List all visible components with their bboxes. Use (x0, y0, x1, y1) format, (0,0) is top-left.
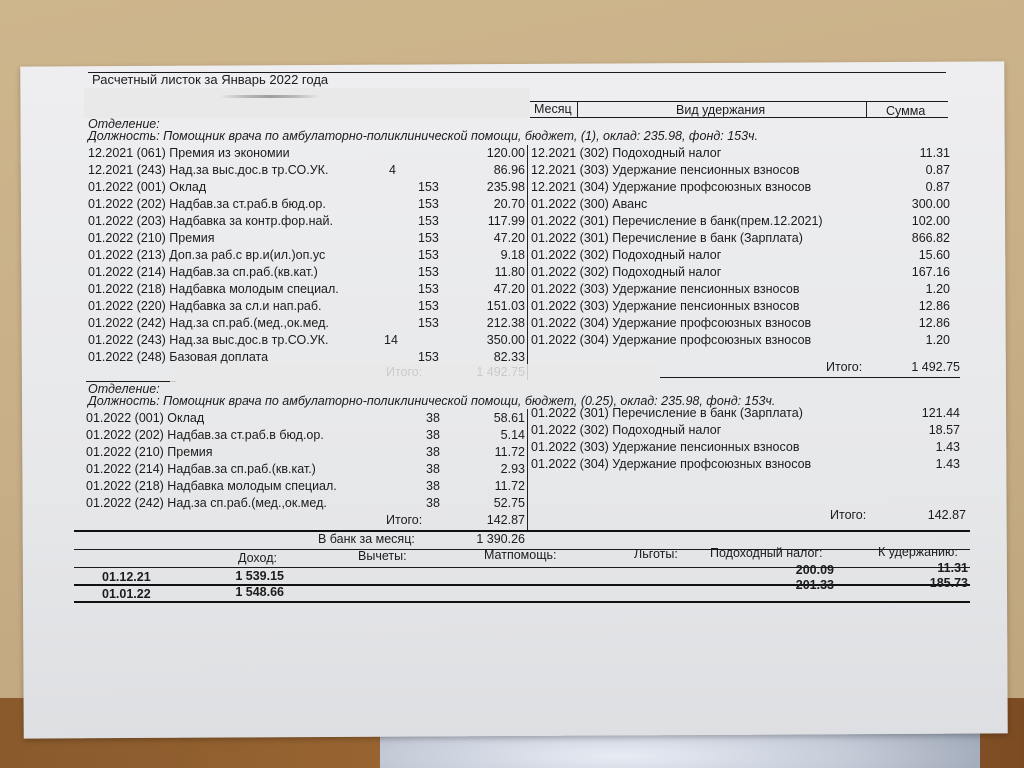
accrual-sum: 235.98 (486, 180, 525, 194)
deduction-sum: 300.00 (911, 197, 950, 211)
redacted-department (170, 364, 660, 392)
accrual-row: 01.2022 (248) Базовая доплата (88, 350, 269, 364)
deduction-sum: 866.82 (911, 231, 950, 245)
redacted-name-strip (84, 88, 530, 118)
accrual-row: 01.2022 (220) Надбавка за сл.и нап.раб. (88, 299, 322, 313)
accrual-hours: 153 (418, 282, 439, 296)
deduction-row: 01.2022 (303) Удержание пенсионных взносов (531, 299, 800, 313)
deduction-sum: 1.43 (935, 440, 960, 454)
header-deduction-type: Вид удержания (676, 103, 766, 117)
summary-tax: 200.09 (795, 563, 834, 577)
accruals-total-2: 142.87 (486, 513, 525, 527)
accrual-row: 01.2022 (243) Над.за выс.дос.в тр.СО.УК. (88, 333, 329, 347)
deduction-sum: 1.20 (925, 333, 950, 347)
accrual-row: 01.2022 (214) Надбав.за сп.раб.(кв.кат.) (88, 265, 318, 279)
accruals-total-label-2: Итого: (386, 513, 423, 527)
position-line-2: Должность: Помощник врача по амбулаторно-поликлинической помощи, бюджет, (0.25), оклад: 235.98, фонд: 153ч. (88, 394, 776, 408)
deduction-row: 01.2022 (302) Подоходный налог (531, 423, 722, 437)
deduction-row: 01.2022 (302) Подоходный налог (531, 248, 722, 262)
accrual-hours: 38 (426, 496, 440, 510)
deduction-row: 01.2022 (300) Аванс (531, 197, 648, 211)
deduction-row: 01.2022 (301) Перечисление в банк(прем.12.2021) (531, 214, 823, 228)
accrual-hours: 38 (426, 428, 440, 442)
deduction-row: 01.2022 (304) Удержание профсоюзных взносов (531, 457, 812, 471)
accrual-row: 01.2022 (218) Надбавка молодым специал. (86, 479, 337, 493)
department-label-2: Отделение: (88, 382, 160, 396)
accrual-sum: 11.72 (494, 445, 525, 459)
deductions-total-label: Итого: (826, 360, 863, 374)
header-divider (577, 101, 578, 117)
deduction-sum: 0.87 (925, 180, 950, 194)
deduction-sum: 11.31 (919, 146, 950, 160)
accrual-row: 01.2022 (203) Надбавка за контр.фор.най. (88, 214, 333, 228)
accrual-sum: 117.99 (487, 214, 525, 228)
department-label: Отделение: (88, 117, 160, 131)
accrual-row: 12.2021 (243) Над.за выс.дос.в тр.СО.УК. (88, 163, 329, 177)
bank-month-total: 1 390.26 (476, 532, 525, 546)
accrual-hours: 38 (426, 445, 440, 459)
deductions-total: 1 492.75 (911, 360, 960, 374)
deduction-row: 12.2021 (303) Удержание пенсионных взносов (531, 163, 800, 177)
deduction-sum: 1.43 (935, 457, 960, 471)
accrual-hours: 153 (418, 248, 439, 262)
header-tax: Подоходный налог: (710, 546, 823, 560)
accrual-sum: 11.72 (494, 479, 525, 493)
header-sum: Сумма (886, 104, 926, 118)
header-benefits: Льготы: (634, 547, 678, 561)
deduction-sum: 12.86 (918, 316, 950, 330)
summary-income: 1 548.66 (235, 585, 284, 599)
payslip-title: Расчетный листок за Январь 2022 года (92, 72, 329, 87)
deduction-sum: 1.20 (925, 282, 950, 296)
deduction-sum: 12.86 (918, 299, 950, 313)
accrual-days: 14 (384, 333, 398, 347)
section1-rule (660, 377, 960, 378)
summary-withhold: 185.73 (929, 576, 968, 590)
accrual-row: 01.2022 (214) Надбав.за сп.раб.(кв.кат.) (86, 462, 316, 476)
deductions-total-label-2: Итого: (830, 508, 867, 522)
accrual-sum: 9.18 (500, 248, 525, 262)
accrual-sum: 212.38 (486, 316, 525, 330)
accrual-hours: 38 (426, 462, 440, 476)
accrual-sum: 47.20 (493, 282, 525, 296)
position-line: Должность: Помощник врача по амбулаторно-поликлинической помощи, бюджет, (1), оклад: 235.98, фонд: 153ч. (88, 129, 759, 143)
accrual-row: 01.2022 (202) Надбав.за ст.раб.в бюд.ор. (86, 428, 324, 442)
accrual-row: 01.2022 (213) Доп.за раб.с вр.и(ил.)оп.ус (88, 248, 326, 262)
accrual-sum: 82.33 (493, 350, 525, 364)
accrual-sum: 5.14 (500, 428, 525, 442)
header-top-rule (530, 101, 948, 102)
deduction-sum: 121.44 (921, 406, 960, 420)
accrual-sum: 350.00 (486, 333, 525, 347)
accrual-row: 01.2022 (210) Премия (88, 231, 215, 245)
column-divider-2 (527, 409, 528, 531)
accrual-hours: 153 (418, 197, 439, 211)
accrual-hours: 153 (418, 265, 439, 279)
deduction-row: 01.2022 (302) Подоходный налог (531, 265, 722, 279)
accrual-row: 01.2022 (242) Над.за сп.раб.(мед.,ок.мед. (88, 316, 329, 330)
deduction-row: 01.2022 (303) Удержание пенсионных взносов (531, 440, 800, 454)
accrual-sum: 86.96 (493, 163, 525, 177)
deduction-row: 01.2022 (303) Удержание пенсионных взносов (531, 282, 800, 296)
deduction-sum: 0.87 (925, 163, 950, 177)
accrual-row: 01.2022 (202) Надбав.за ст.раб.в бюд.ор. (88, 197, 326, 211)
header-month: Месяц (534, 102, 572, 116)
header-deductions: Вычеты: (358, 549, 407, 563)
accrual-days: 4 (389, 163, 396, 177)
accrual-hours: 153 (418, 350, 439, 364)
deduction-sum: 18.57 (928, 423, 960, 437)
deduction-row: 01.2022 (301) Перечисление в банк (Зарплата) (531, 231, 803, 245)
summary-withhold: 11.31 (937, 561, 968, 575)
deduction-row: 01.2022 (304) Удержание профсоюзных взносов (531, 316, 812, 330)
accrual-hours: 153 (418, 214, 439, 228)
accrual-row: 01.2022 (001) Оклад (88, 180, 207, 194)
accrual-hours: 153 (418, 299, 439, 313)
header-withhold: К удержанию: (878, 545, 958, 559)
accrual-sum: 151.03 (486, 299, 525, 313)
accrual-hours: 38 (426, 479, 440, 493)
accrual-hours: 38 (426, 411, 440, 425)
deductions-total-2: 142.87 (927, 508, 966, 522)
accrual-sum: 11.80 (494, 265, 525, 279)
summary-tax: 201.33 (795, 578, 834, 592)
deduction-sum: 102.00 (911, 214, 950, 228)
deduction-row: 12.2021 (302) Подоходный налог (531, 146, 722, 160)
accrual-sum: 120.00 (486, 146, 525, 160)
accrual-row: 01.2022 (210) Премия (86, 445, 213, 459)
accrual-sum: 52.75 (493, 496, 525, 510)
header-aid: Матпомощь: (484, 548, 557, 562)
accrual-hours: 153 (418, 231, 439, 245)
deduction-row: 01.2022 (301) Перечисление в банк (Зарплата) (531, 406, 803, 420)
summary-income: 1 539.15 (235, 569, 284, 583)
column-divider (527, 145, 528, 380)
summary-bottom-rule (74, 601, 970, 603)
accrual-hours: 153 (418, 180, 439, 194)
accrual-sum: 58.61 (493, 411, 525, 425)
header-income: Доход: (238, 551, 277, 565)
accrual-row: 01.2022 (242) Над.за сп.раб.(мед.,ок.мед. (86, 496, 327, 510)
accrual-row: 12.2021 (061) Премия из экономии (88, 146, 290, 160)
accrual-sum: 47.20 (493, 231, 525, 245)
summary-date: 01.12.21 (102, 570, 151, 584)
deduction-sum: 15.60 (918, 248, 950, 262)
redaction-smudge (220, 95, 320, 98)
deduction-row: 12.2021 (304) Удержание профсоюзных взносов (531, 180, 812, 194)
header-divider (866, 101, 867, 117)
bank-month-label: В банк за месяц: (318, 532, 415, 546)
deduction-sum: 167.16 (911, 265, 950, 279)
deduction-row: 01.2022 (304) Удержание профсоюзных взносов (531, 333, 812, 347)
accrual-sum: 2.93 (500, 462, 525, 476)
accrual-hours: 153 (418, 316, 439, 330)
accrual-row: 01.2022 (218) Надбавка молодым специал. (88, 282, 339, 296)
accrual-sum: 20.70 (493, 197, 525, 211)
accrual-row: 01.2022 (001) Оклад (86, 411, 205, 425)
summary-date: 01.01.22 (102, 587, 151, 601)
